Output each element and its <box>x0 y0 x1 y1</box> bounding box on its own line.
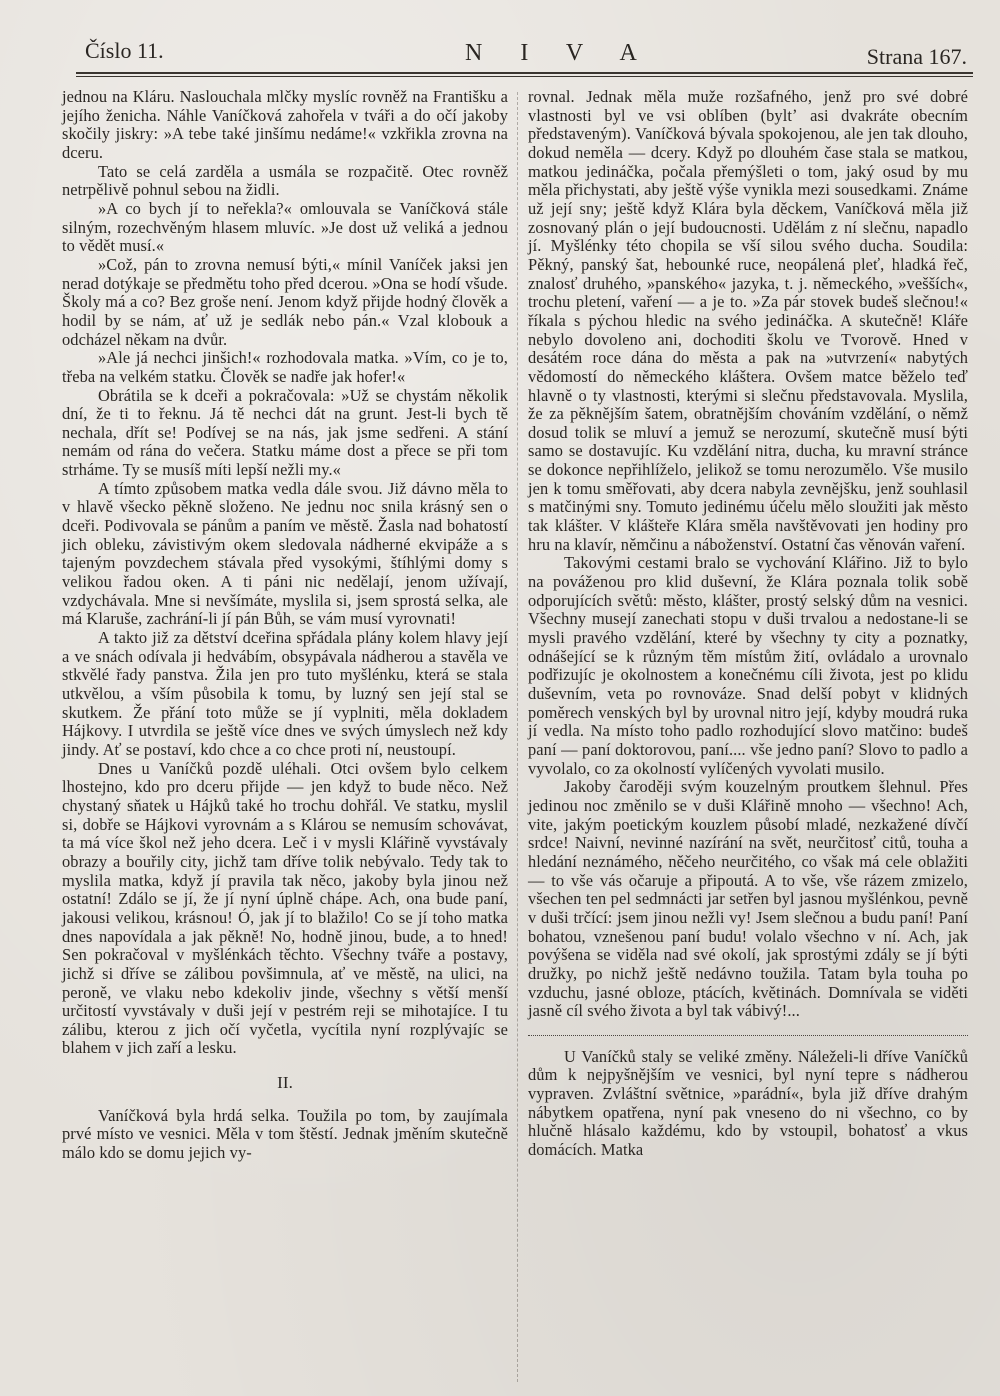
paragraph: »Ale já nechci jinšich!« rozhodovala matka. »Vím, co je to, třeba na velkém statku. Člověk se nadře jak hofer!« <box>62 348 508 386</box>
issue-number: Číslo 11. <box>85 38 164 63</box>
right-column <box>528 88 968 1160</box>
section-heading: II. <box>277 1073 293 1093</box>
paragraph: Dnes u Vaníčků pozdě uléhali. Otci ovšem bylo celkem lhostejno, kdo pro dceru přijde — jen když to bude něco. Než chystaný sňatek u Hájků také ho trochu dohřál. Ve statku, myslil si, dobře se Hájkovi vyrovnám a s Klárou se nemusím schovávat, ta má více škol než jeho dcera. Leč i v mysli Klářině vyvstávaly obrazy a bouřily city, jichž tam dříve tolik nebývalo. Tedy tak to myslila matka, když jí pravila tak něco, jakoby byla jinou než ostatní! Zdálo se jí, že jí nyní úplně chápe. Ach, ona bude paní, jakousi velikou, krásnou! Ó, jak jí to blažilo! Co se jí toho matka dnes napovídala a jak pěkně! No, hodně jinou, bude, a to hned! Sen pokračoval v myšlénkách těchto. Všechny tváře a postavy, jichž si dříve se zálibou povšimnula, ať ve městě, na ulici, na peroně, ve vlaku nebo kdekoliv jinde, všechny s větší menší určitostí vyvstávaly v duši její v pestrém reji se mihotajíce. I tu zálibu, kterou z jich očí vyčetla, vycítila nyní rozplývajíc se blahem v jich zaří a lesku. <box>62 758 508 1058</box>
page-number: Strana 167. <box>866 44 967 69</box>
column-divider <box>517 92 518 1382</box>
paragraph: A takto již za dětství dceřina spřádala plány kolem hlavy její a ve snách odívala ji hedvábím, obsypávala nádherou a stavěla ve stkvělé řady panstva. Žila jen pro tuto myšlénku, která se stala utkvělou, a vším působila k tomu, by luzný sen její stal se skutkem. Že přání toto může se jí vyplniti, měla dokladem Hájkovy. I utvrdila se ještě více dnes ve svých úmyslech než kdy jindy. Ať se postaví, kdo chce a co chce proti ní, neustoupí. <box>62 628 508 759</box>
header-rule <box>76 72 973 74</box>
paragraph: U Vaníčků staly se veliké změny. Náleželi-li dříve Vaníčků dům k nejpyšnějším ve vesnici, byl nyní tepre s nádherou vypraven. Zvláštní světnice, »parádní«, byla již dříve drahým nábytkem opatřena, nyní pak vneseno do ni všechno, co by hlučně hlásalo každému, kdo by vstoupil, bohatosť a vkus domácích. Matka <box>528 1046 968 1160</box>
header-rule-thin <box>76 76 973 77</box>
page-header <box>85 34 967 72</box>
paragraph: Tato se celá zarděla a usmála se rozpačitě. Otec rovněž netrpělivě pohnul sebou na židli. <box>62 161 508 200</box>
journal-title: N I V A <box>465 40 653 66</box>
paragraph: Obrátila se k dceři a pokračovala: »Už se chystám několik dní, že ti to řeknu. Já tě nechci dát na grunt. Jest-li bych tě nechala, dřít se! Podívej se na nás, jak jsme sedřeni. A stání nemám od rána do večera. Statku máme dost a přece se při tom strháme. Ty se musíš míti lepší nežli my.« <box>62 385 508 480</box>
section-separator <box>528 1035 968 1036</box>
paragraph: A tímto způsobem matka vedla dále svou. Již dávno měla to v hlavě všecko pěkně složeno. Ne jednu noc snila krásný sen o dceři. Podivovala se pánům a paním ve městě. Žasla nad bohatostí jich obleku, závistivým okem sledovala nádherné ekvipáže a s tajeným povzdechem stávala před vysokými, štíhlými domy s velikou řadou oken. A ti páni nic nedělají, jenom užívají, vzdychávala. Mne si nevšímáte, myslila si, jsem sprostá selka, ale má Klaruše, zachrání-li jí pán Bůh, se vám musí vyrovnati! <box>62 478 508 629</box>
paragraph: Jakoby čaroději svým kouzelným proutkem šlehnul. Přes jedinou noc změnilo se v duši Klářině mnoho — všechno! Ach, vite, jakým poetickým kouzlem působí mladé, nezkažené dívčí srdce! Naivní, nevinné nazírání na svět, neurčitosť citů, touha a hledání neznámého, něčeho neurčitého, co však má cele oblažiti — to vše vás očaruje a připoutá. A to vše, vše rázem zmizelo, všechen ten pel sedmnácti jar setřen byl jasnou myšlénkou, pevně v duši trčící: jsem jinou nežli vy! Jsem slečnou a budu paní! Paní bohatou, vznešenou paní budu! volalo všechno v ní. Ach, jak povýšena se viděla nad své okolí, jak sprostými zdály se jí býti družky, po nichž ještě nedávno toužila. Tatam byla touha po vzduchu, jasné obloze, ptácích, květinách. Domnívala se viděti jasně cíl svého života a byl tak vábivý!... <box>528 777 968 1021</box>
paragraph: rovnal. Jednak měla muže rozšafného, jenž pro své dobré vlastnosti byl ve vsi oblíben (byltʼ asi dvakráte obecním představeným). Vaníčková bývala spokojenou, ale jen tak dlouho, dokud neměla — dcery. Když po dlouhém čase stala se matkou, matkou jedináčka, počala přemýšleti o tom, jaký osud by mu měla přichystati, aby ještě výše vynikla mezi sousedkami. Známe už její sny; ještě když Klára byla děckem, Vaníčková měla již zosnovaný plán o její budoucnosti. Udělám z ní slečnu, napadlo jí. Myšlénky této chopila se vší silou svého ducha. Soudila: Pěkný, panský šat, hebounké ruce, neopálená pleť, hladká řeč, znalosť druhého, »panského« jazyka, t. j. německého, »vešších«, trochu pletení, vaření — a je to. »Za pár stovek budeš slečnou!« říkala s pýchou hledic na svého jedináčka. A skutečně! Kláře nebylo dovoleno ani, dochoditi školu ve Tvorově. Hned v desátém roce dána do města a pak na »utvrzení« nabytých vědomostí do německého kláštera. Ovšem matce běželo teď hlavně o ty vlastnosti, kterými si slečnu představovala. Myslila, že za pěknějším šatem, obratnějším chováním vzdělání, o němž dosud tolik se mluví a jemuž se nerozumí, skutečně musí býti samo se dostavujíc. Ku vzdělání nitra, ducha, ku mravní stránce se dokonce nepřihlíželo, jelikož se tomu nerozumělo. Vše musilo jen k tomu směřovati, aby dcera nabyla zevnějšku, jenž souhlasil s matčinými sny. Tomuto jedinému účelu mělo sloužiti jak město tak klášter. V klášteře Klára směla navštěvovati jen hodiny pro hru na klavír, němčinu a náboženství. Ostatní čas věnován vaření. <box>528 87 968 554</box>
left-column <box>62 88 508 1163</box>
paragraph: Takovými cestami bralo se vychování Klářino. Již to bylo na pováženou pro klid duševní, že Klára poznala tolik sobě odporujících světů: město, klášter, prostý selský dům na vesnici. Všechny musejí zanechati stopu v duši trvalou a nedostane-li se mysli pravého vzdělání, které by všechny ty city a poznatky, odnášející se k různým těm místům žití, ovládalo a urovnalo podřizujíc je okolnostem a konečnému cíli života, jest po klidu duševním, veta po rovnováze. Snad delší pobyt v klidných poměrech venských byl by urovnal nitro její, kdyby moudrá ruka jí vedla. Na místo toho padlo rozhodující slovo matčino: budeš paní — paní doktorovou, paní.... vše jedno paní? Slovo to padlo a vyvolalo, co za okolností vylíčených vyvolati musilo. <box>528 553 968 778</box>
paragraph: jednou na Kláru. Naslouchala mlčky myslíc rovněž na Františku a jejího ženicha. Náhle Vaníčková zahořela v tváři a do očí jakoby skočily jiskry: »A tebe také jinšímu nedáme!« vzkřikla zrovna na dceru. <box>62 87 508 162</box>
paragraph: Vaníčková byla hrdá selka. Toužila po tom, by zaujímala prvé místo ve vesnici. Měla v tom štěstí. Jednak jměním skutečně málo kdo se domu jejich vy- <box>62 1105 508 1163</box>
paragraph: »Což, pán to zrovna nemusí býti,« mínil Vaníček jaksi jen nerad dotýkaje se předmětu toho před dcerou. »Ona se hodí všude. Školy má a co? Bez groše není. Jenom když přijde hodný člověk a hodil by se nám, ať už je sedlák nebo pán.« Vzal klobouk a odcházel někam na dvůr. <box>62 254 508 349</box>
paragraph: »A co bych jí to neřekla?« omlouvala se Vaníčková stále silným, rozechvěným hlasem mluvíc. »Je dost už veliká a jednou to vědět musí.« <box>62 198 508 256</box>
